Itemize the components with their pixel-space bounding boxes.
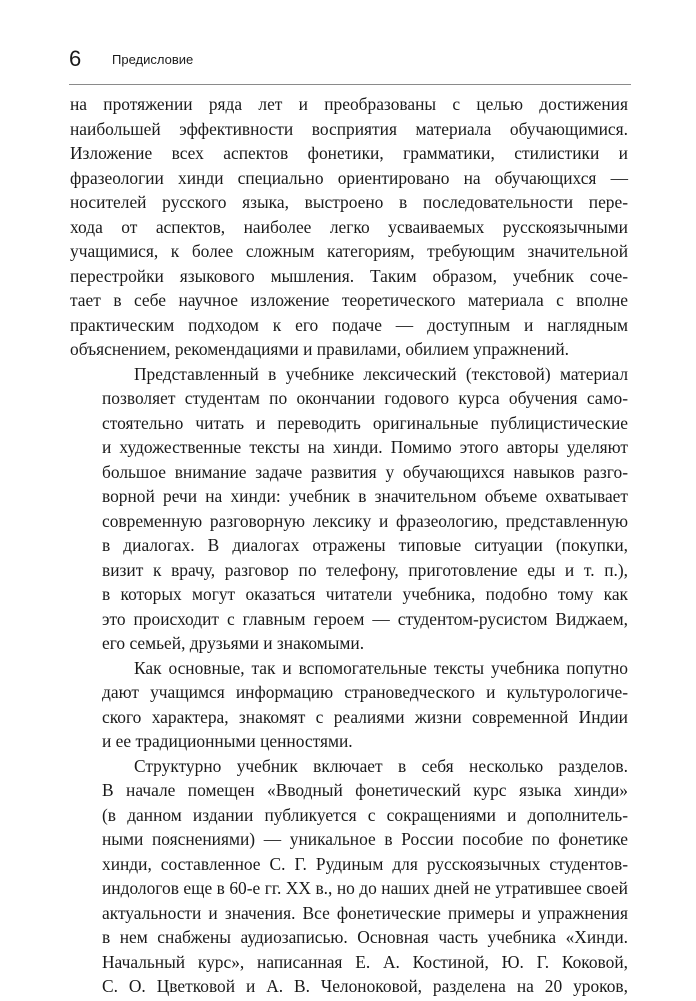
text-line: и ее традиционными ценностями. — [102, 731, 353, 751]
text-line: в которых могут оказаться читатели учебника, подобно тому как — [102, 584, 628, 604]
text-line: стоятельно читать и переводить оригинальные публицистические — [102, 412, 628, 433]
text-line: дают учащимся информацию страноведческого и культурологиче- — [102, 682, 628, 702]
text-line: наибольшей эффективности восприятия материала обучающимися. — [70, 118, 628, 139]
text-line: С. О. Цветковой и А. В. Челоноковой, разделена на 20 уроков, — [102, 976, 628, 996]
text-line: хинди, составленное С. Г. Рудиным для русскоязычных студентов- — [102, 853, 628, 874]
text-line: его семьей, друзьями и знакомыми. — [102, 633, 365, 653]
text-line: это происходит с главным героем — студентом-русистом Виджаем, — [102, 608, 628, 629]
paragraph-4 — [70, 754, 628, 999]
paragraph-2 — [70, 362, 628, 656]
body-text — [70, 92, 628, 999]
text-line: актуальности и значения. Все фонетические примеры и упражнения — [102, 902, 628, 923]
text-line: фразеологии хинди специально ориентировано на обучающихся — — [70, 167, 628, 188]
text-line: Начальный курс», написанная Е. А. Костиной, Ю. Г. Коковой, — [102, 951, 628, 972]
text-line: хода от аспектов, наиболее легко усваиваемых русскоязычными — [70, 216, 628, 237]
text-line: ными пояснениями) — уникальное в России пособие по фонетике — [102, 829, 628, 849]
text-line: Представленный в учебнике лексический (текстовой) материал — [134, 363, 628, 384]
text-line: позволяет студентам по окончании годового курса обучения само- — [102, 388, 628, 408]
text-line: В начале помещен «Вводный фонетический курс языка хинди» — [102, 780, 628, 800]
text-line: современную разговорную лексику и фразеологию, представленную — [102, 510, 628, 531]
text-line: ского характера, знакомят с реалиями жизни современной Индии — [102, 706, 628, 727]
text-line: на протяжении ряда лет и преобразованы с целью достижения — [70, 94, 628, 114]
text-line: в нем снабжены аудиозаписью. Основная часть учебника «Хинди. — [102, 927, 628, 947]
text-line: учащимися, к более сложным категориям, требующим значительной — [70, 241, 628, 261]
page-number: 6 — [69, 46, 82, 71]
text-line: тает в себе научное изложение теоретического материала с вполне — [70, 290, 628, 310]
text-line: перестройки языкового мышления. Таким образом, учебник соче- — [70, 265, 628, 286]
paragraph-3 — [70, 656, 628, 754]
text-line: в диалогах. В диалогах отражены типовые ситуации (покупки, — [102, 535, 628, 555]
text-line: (в данном издании публикуется с сокращениями и дополнитель- — [102, 804, 628, 825]
text-line: визит к врачу, разговор по телефону, приготовление еды и т. п.), — [102, 559, 628, 580]
text-line: и художественные тексты на хинди. Помимо этого авторы уделяют — [102, 437, 628, 457]
text-line: Как основные, так и вспомогательные тексты учебника попутно — [134, 657, 628, 678]
section-title: Предисловие — [112, 52, 194, 67]
text-line: носителей русского языка, выстроено в последовательности пере- — [70, 192, 628, 212]
text-line: практическим подходом к его подаче — доступным и наглядным — [70, 314, 628, 335]
paragraph-1 — [70, 92, 628, 362]
text-line: ворной речи на хинди: учебник в значительном объеме охватывает — [102, 486, 628, 506]
running-head — [69, 44, 631, 85]
text-line: Структурно учебник включает в себя несколько разделов. — [134, 755, 628, 776]
text-line: Изложение всех аспектов фонетики, грамматики, стилистики и — [70, 143, 628, 163]
text-line: индологов еще в 60-е гг. XX в., но до наших дней не утратившее своей — [102, 878, 628, 898]
text-line: большое внимание задаче развития у обучающихся навыков разго- — [102, 461, 628, 482]
text-line: объяснением, рекомендациями и правилами, обилием упражнений. — [70, 339, 570, 359]
